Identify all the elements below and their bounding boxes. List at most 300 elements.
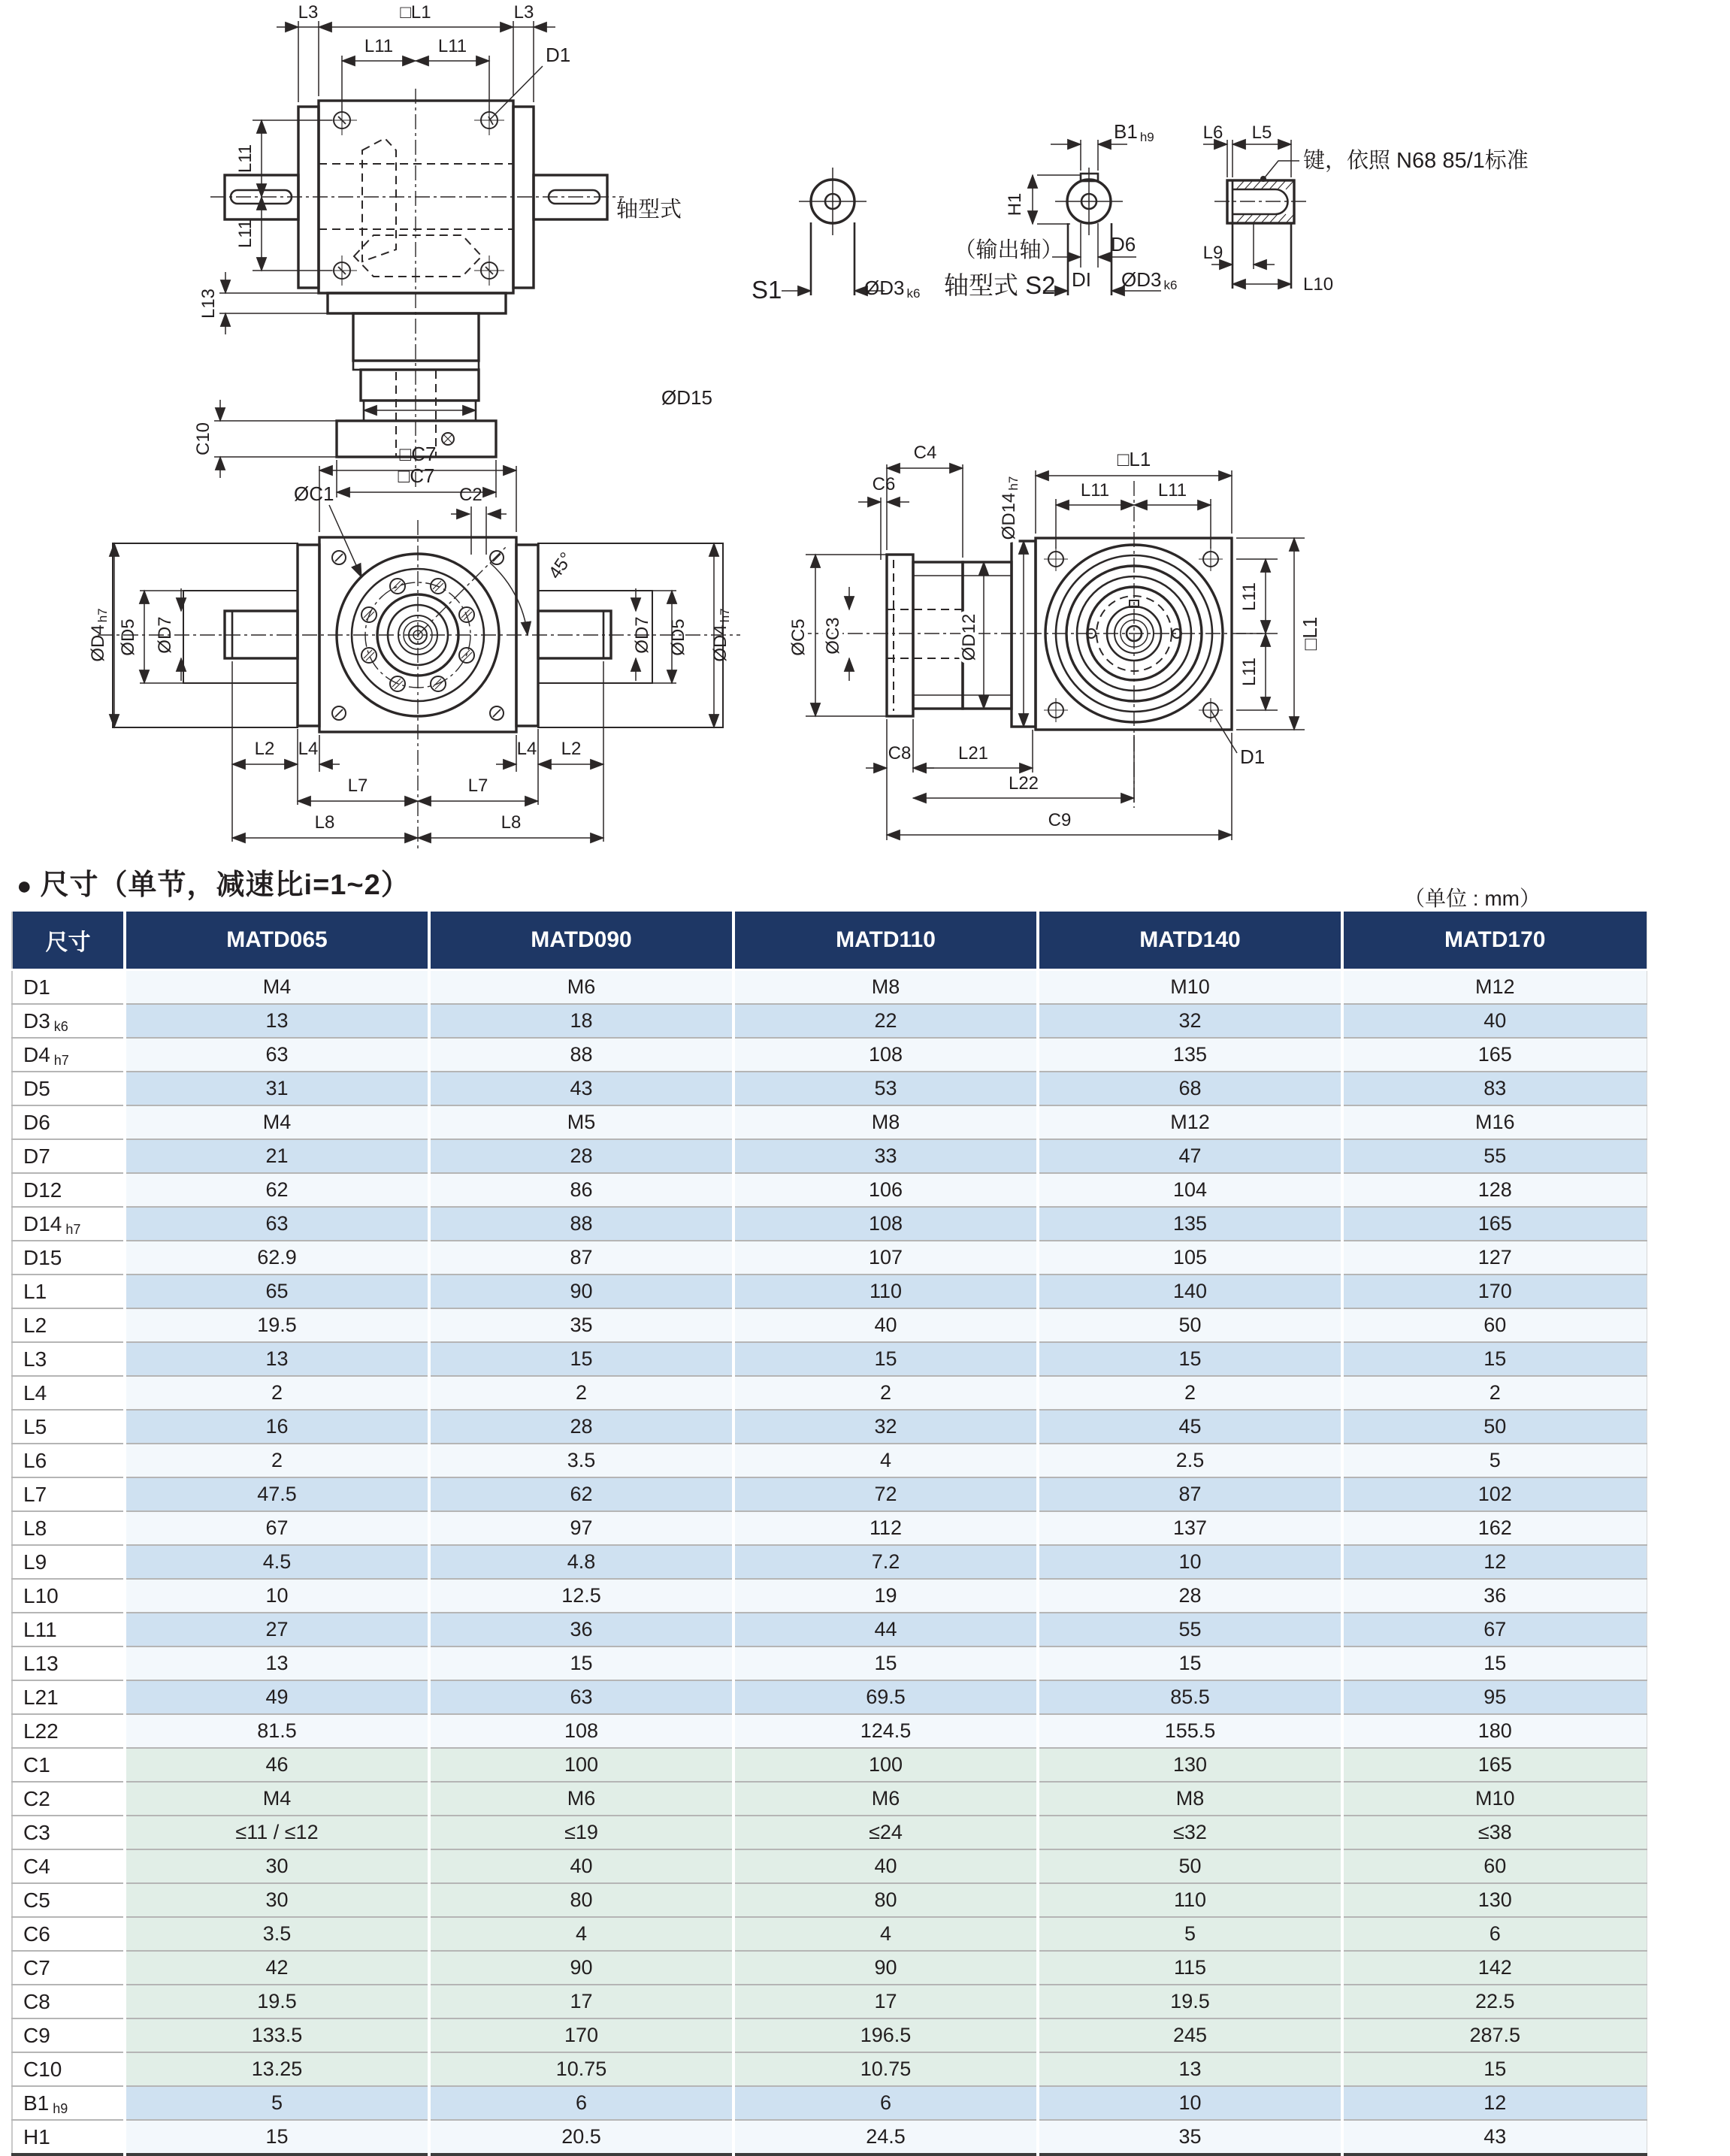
column-header-model: MATD110 — [733, 912, 1038, 970]
dim-cell: D3 k6 — [12, 1004, 125, 1038]
value-cell: 80 — [429, 1883, 733, 1917]
table-row — [12, 970, 1647, 1005]
dim-label: □L1 — [1117, 448, 1151, 470]
value-cell: ≤38 — [1342, 1816, 1647, 1849]
dim-label: L11 — [1157, 480, 1187, 500]
value-cell: 45 — [1038, 1410, 1342, 1444]
dim-cell: C7 — [12, 1951, 125, 1985]
value-cell: 20.5 — [429, 2120, 733, 2154]
column-header-model: MATD065 — [125, 912, 429, 970]
table-row — [12, 1207, 1647, 1241]
table-row — [12, 2086, 1647, 2120]
value-cell: 115 — [1038, 1951, 1342, 1985]
value-cell: 2 — [1038, 1376, 1342, 1410]
dim-cell: L22 — [12, 1714, 125, 1748]
dim-cell: C8 — [12, 1985, 125, 2018]
table-row — [12, 1782, 1647, 1816]
value-cell: 44 — [733, 1613, 1038, 1646]
value-cell: 100 — [429, 1748, 733, 1782]
value-cell: 90 — [429, 1951, 733, 1985]
dim-label: □L1 — [1299, 616, 1321, 651]
value-cell: 142 — [1342, 1951, 1647, 1985]
value-cell: 135 — [1038, 1038, 1342, 1072]
key-detail-drawing — [1203, 122, 1529, 295]
table-row — [12, 2018, 1647, 2052]
value-cell: 287.5 — [1342, 2018, 1647, 2052]
value-cell: 28 — [429, 1139, 733, 1173]
value-cell: 15 — [1038, 1342, 1342, 1376]
dim-cell: C1 — [12, 1748, 125, 1782]
dim-label: DI — [1072, 268, 1091, 291]
value-cell: 15 — [1038, 1646, 1342, 1680]
value-cell: 65 — [125, 1275, 429, 1308]
value-cell: 18 — [429, 1004, 733, 1038]
value-cell: 47 — [1038, 1139, 1342, 1173]
value-cell: 108 — [733, 1207, 1038, 1241]
value-cell: 19.5 — [125, 1308, 429, 1342]
value-cell: 19.5 — [125, 1985, 429, 2018]
dim-label: L13 — [198, 288, 219, 319]
table-row — [12, 1951, 1647, 1985]
dim-cell: C6 — [12, 1917, 125, 1951]
value-cell: M12 — [1038, 1105, 1342, 1139]
value-cell: M8 — [733, 970, 1038, 1005]
dim-label: L8 — [314, 812, 335, 833]
dim-cell: D15 — [12, 1241, 125, 1275]
value-cell: 40 — [429, 1849, 733, 1883]
dim-label: ØD15 — [661, 386, 712, 409]
s1-view-drawing — [752, 168, 920, 304]
value-cell: 62.9 — [125, 1241, 429, 1275]
value-cell: 13.25 — [125, 2052, 429, 2086]
dim-cell: L9 — [12, 1545, 125, 1579]
value-cell: 62 — [125, 1173, 429, 1207]
value-cell: 5 — [1038, 1917, 1342, 1951]
value-cell: 63 — [125, 1207, 429, 1241]
dim-cell: L13 — [12, 1646, 125, 1680]
value-cell: 165 — [1342, 1207, 1647, 1241]
value-cell: 2 — [125, 1376, 429, 1410]
value-cell: 2 — [1342, 1376, 1647, 1410]
value-cell: 60 — [1342, 1849, 1647, 1883]
value-cell: 24.5 — [733, 2120, 1038, 2154]
value-cell: 135 — [1038, 1207, 1342, 1241]
table-row — [12, 1275, 1647, 1308]
value-cell: 30 — [125, 1883, 429, 1917]
dim-label: ØD4h7 — [710, 608, 732, 662]
table-row — [12, 1342, 1647, 1376]
value-cell: 2 — [125, 1444, 429, 1477]
column-header-model: MATD170 — [1342, 912, 1647, 970]
dim-cell: H1 — [12, 2120, 125, 2154]
table-row — [12, 1004, 1647, 1038]
bullet-icon: ● — [17, 872, 33, 900]
dim-label: ØD12 — [959, 613, 979, 661]
dim-label: □C7 — [399, 443, 437, 465]
value-cell: 15 — [1342, 1342, 1647, 1376]
value-cell: 27 — [125, 1613, 429, 1646]
value-cell: 55 — [1342, 1139, 1647, 1173]
value-cell: 4 — [733, 1917, 1038, 1951]
value-cell: 46 — [125, 1748, 429, 1782]
value-cell: 10.75 — [429, 2052, 733, 2086]
dim-cell: C9 — [12, 2018, 125, 2052]
value-cell: 2 — [429, 1376, 733, 1410]
value-cell: 107 — [733, 1241, 1038, 1275]
value-cell: 137 — [1038, 1511, 1342, 1545]
dim-cell: L21 — [12, 1680, 125, 1714]
dim-label: L11 — [235, 144, 256, 174]
dim-label: L22 — [1008, 773, 1039, 794]
value-cell: M8 — [1038, 1782, 1342, 1816]
table-row — [12, 1038, 1647, 1072]
value-cell: 102 — [1342, 1477, 1647, 1511]
dim-cell: L10 — [12, 1579, 125, 1613]
value-cell: 7.2 — [733, 1545, 1038, 1579]
dim-cell: L1 — [12, 1275, 125, 1308]
value-cell: 43 — [1342, 2120, 1647, 2154]
dim-label: ØD3 k6 — [1121, 268, 1178, 292]
value-cell: M10 — [1038, 970, 1342, 1005]
unit-note: （单位 : mm） — [1404, 887, 1541, 910]
dim-label: □L1 — [400, 2, 431, 23]
dim-cell: L7 — [12, 1477, 125, 1511]
dim-label: L2 — [561, 739, 582, 759]
table-row — [12, 1477, 1647, 1511]
dim-label: ØD4h7 — [88, 608, 110, 662]
value-cell: 47.5 — [125, 1477, 429, 1511]
value-cell: 50 — [1038, 1308, 1342, 1342]
value-cell: 112 — [733, 1511, 1038, 1545]
value-cell: 90 — [429, 1275, 733, 1308]
value-cell: M4 — [125, 1105, 429, 1139]
value-cell: 32 — [733, 1410, 1038, 1444]
value-cell: 95 — [1342, 1680, 1647, 1714]
dim-label: L7 — [467, 776, 488, 796]
dim-label: H1 — [1005, 192, 1025, 216]
table-row — [12, 1545, 1647, 1579]
dim-cell: D12 — [12, 1173, 125, 1207]
dim-label: ØD3 k6 — [864, 277, 921, 301]
value-cell: 86 — [429, 1173, 733, 1207]
dim-label: C6 — [872, 474, 896, 494]
dim-label: L11 — [1080, 480, 1110, 500]
table-row — [12, 1985, 1647, 2018]
table-header-row — [12, 912, 1647, 970]
value-cell: 28 — [1038, 1579, 1342, 1613]
dim-label: □C7 — [398, 464, 435, 487]
table-row — [12, 1680, 1647, 1714]
value-cell: 10.75 — [733, 2052, 1038, 2086]
value-cell: 170 — [1342, 1275, 1647, 1308]
dim-label: L21 — [957, 743, 989, 764]
d1-callout-label: D1 — [1240, 745, 1266, 768]
value-cell: ≤11 / ≤12 — [125, 1816, 429, 1849]
value-cell: 15 — [733, 1342, 1038, 1376]
value-cell: 12 — [1342, 2086, 1647, 2120]
dim-cell: C3 — [12, 1816, 125, 1849]
value-cell: 12.5 — [429, 1579, 733, 1613]
value-cell: 127 — [1342, 1241, 1647, 1275]
dim-cell: D5 — [12, 1072, 125, 1105]
dim-label: L11 — [1239, 582, 1260, 612]
technical-drawings — [0, 0, 1730, 879]
value-cell: 10 — [125, 1579, 429, 1613]
dim-label: D6 — [1111, 233, 1136, 256]
dim-label: C9 — [1048, 810, 1072, 830]
dim-cell: L11 — [12, 1613, 125, 1646]
table-row — [12, 1511, 1647, 1545]
table-row — [12, 1714, 1647, 1748]
value-cell: 33 — [733, 1139, 1038, 1173]
value-cell: 35 — [1038, 2120, 1342, 2154]
value-cell: M4 — [125, 970, 429, 1005]
dim-label: L11 — [235, 219, 256, 249]
value-cell: 104 — [1038, 1173, 1342, 1207]
value-cell: 13 — [1038, 2052, 1342, 2086]
value-cell: M6 — [733, 1782, 1038, 1816]
value-cell: 87 — [429, 1241, 733, 1275]
value-cell: 2 — [733, 1376, 1038, 1410]
table-body — [12, 970, 1647, 2155]
dim-label: L8 — [501, 812, 522, 833]
value-cell: 55 — [1038, 1613, 1342, 1646]
table-row — [12, 1748, 1647, 1782]
value-cell: 19 — [733, 1579, 1038, 1613]
angle-label: 45° — [544, 549, 577, 583]
s1-label: S1 — [752, 276, 782, 304]
bottom-view-drawing — [88, 443, 740, 849]
dim-cell: C4 — [12, 1849, 125, 1883]
value-cell: 105 — [1038, 1241, 1342, 1275]
table-row — [12, 2052, 1647, 2086]
value-cell: 36 — [1342, 1579, 1647, 1613]
table-row — [12, 1308, 1647, 1342]
table-row — [12, 1241, 1647, 1275]
value-cell: 155.5 — [1038, 1714, 1342, 1748]
dim-cell: D7 — [12, 1139, 125, 1173]
value-cell: M6 — [429, 1782, 733, 1816]
value-cell: M6 — [429, 970, 733, 1005]
dim-label: B1 h9 — [1114, 120, 1154, 144]
dim-cell: L4 — [12, 1376, 125, 1410]
table-row — [12, 1376, 1647, 1410]
value-cell: 81.5 — [125, 1714, 429, 1748]
value-cell: 4.8 — [429, 1545, 733, 1579]
dim-label: ØD7 — [632, 616, 652, 654]
table-row — [12, 1139, 1647, 1173]
table-row — [12, 2120, 1647, 2154]
value-cell: 43 — [429, 1072, 733, 1105]
value-cell: ≤19 — [429, 1816, 733, 1849]
value-cell: 13 — [125, 1646, 429, 1680]
value-cell: 100 — [733, 1748, 1038, 1782]
value-cell: 10 — [1038, 1545, 1342, 1579]
value-cell: 10 — [1038, 2086, 1342, 2120]
value-cell: 16 — [125, 1410, 429, 1444]
value-cell: 19.5 — [1038, 1985, 1342, 2018]
value-cell: 87 — [1038, 1477, 1342, 1511]
d1-callout-label: D1 — [546, 44, 571, 66]
dim-cell: L5 — [12, 1410, 125, 1444]
table-row — [12, 1105, 1647, 1139]
value-cell: 13 — [125, 1004, 429, 1038]
value-cell: 108 — [733, 1038, 1038, 1072]
value-cell: 90 — [733, 1951, 1038, 1985]
value-cell: 3.5 — [125, 1917, 429, 1951]
value-cell: 50 — [1038, 1849, 1342, 1883]
table-row — [12, 1816, 1647, 1849]
value-cell: M4 — [125, 1782, 429, 1816]
dim-label: L4 — [298, 739, 319, 759]
value-cell: 6 — [733, 2086, 1038, 2120]
dim-cell: L3 — [12, 1342, 125, 1376]
dim-label: C10 — [193, 422, 213, 456]
value-cell: 42 — [125, 1951, 429, 1985]
value-cell: 133.5 — [125, 2018, 429, 2052]
output-shaft-note: （输出轴） — [954, 238, 1063, 262]
value-cell: 12 — [1342, 1545, 1647, 1579]
dim-cell: D1 — [12, 970, 125, 1005]
value-cell: ≤24 — [733, 1816, 1038, 1849]
table-row — [12, 1072, 1647, 1105]
dim-label: ØD7 — [155, 616, 175, 654]
value-cell: 15 — [125, 2120, 429, 2154]
value-cell: 17 — [429, 1985, 733, 2018]
value-cell: 36 — [429, 1613, 733, 1646]
dim-label: ØD5 — [668, 618, 688, 656]
value-cell: 2.5 — [1038, 1444, 1342, 1477]
value-cell: 13 — [125, 1342, 429, 1376]
value-cell: 49 — [125, 1680, 429, 1714]
value-cell: 35 — [429, 1308, 733, 1342]
value-cell: 50 — [1342, 1410, 1647, 1444]
value-cell: 62 — [429, 1477, 733, 1511]
dim-cell: C10 — [12, 2052, 125, 2086]
value-cell: 32 — [1038, 1004, 1342, 1038]
dim-label: ØC5 — [788, 618, 809, 656]
value-cell: M10 — [1342, 1782, 1647, 1816]
value-cell: 63 — [429, 1680, 733, 1714]
table-row — [12, 1849, 1647, 1883]
dim-label: ØD14h7 — [999, 476, 1021, 540]
table-row — [12, 1646, 1647, 1680]
value-cell: 165 — [1342, 1038, 1647, 1072]
table-row — [12, 1883, 1647, 1917]
value-cell: 72 — [733, 1477, 1038, 1511]
dim-label: C2 — [459, 485, 482, 505]
dim-cell: L8 — [12, 1511, 125, 1545]
column-header-dim: 尺寸 — [12, 912, 125, 970]
shaft-type-label: 轴型式 — [616, 198, 682, 222]
dim-label: L10 — [1303, 274, 1334, 295]
value-cell: 31 — [125, 1072, 429, 1105]
dim-label: L5 — [1251, 122, 1272, 143]
dim-label: C4 — [913, 443, 937, 463]
value-cell: 196.5 — [733, 2018, 1038, 2052]
value-cell: M5 — [429, 1105, 733, 1139]
value-cell: 108 — [429, 1714, 733, 1748]
value-cell: 6 — [429, 2086, 733, 2120]
value-cell: 40 — [733, 1849, 1038, 1883]
value-cell: 162 — [1342, 1511, 1647, 1545]
dim-label: L11 — [1239, 657, 1260, 687]
table-row — [12, 1410, 1647, 1444]
value-cell: M8 — [733, 1105, 1038, 1139]
value-cell: 30 — [125, 1849, 429, 1883]
value-cell: 85.5 — [1038, 1680, 1342, 1714]
dimension-table — [11, 912, 1646, 2156]
value-cell: 28 — [429, 1410, 733, 1444]
value-cell: 15 — [733, 1646, 1038, 1680]
value-cell: 3.5 — [429, 1444, 733, 1477]
dim-label: L7 — [347, 776, 368, 796]
value-cell: 165 — [1342, 1748, 1647, 1782]
table-row — [12, 1444, 1647, 1477]
dim-cell: D14 h7 — [12, 1207, 125, 1241]
value-cell: 130 — [1342, 1883, 1647, 1917]
table-row — [12, 1917, 1647, 1951]
value-cell: 88 — [429, 1207, 733, 1241]
dim-label: C8 — [888, 743, 912, 764]
column-header-model: MATD140 — [1038, 912, 1342, 970]
value-cell: 22 — [733, 1004, 1038, 1038]
value-cell: 67 — [1342, 1613, 1647, 1646]
value-cell: 180 — [1342, 1714, 1647, 1748]
value-cell: 245 — [1038, 2018, 1342, 2052]
dim-label: L2 — [254, 739, 275, 759]
value-cell: 4 — [733, 1444, 1038, 1477]
value-cell: 15 — [429, 1342, 733, 1376]
dim-label: L6 — [1202, 122, 1223, 143]
value-cell: 83 — [1342, 1072, 1647, 1105]
value-cell: 63 — [125, 1038, 429, 1072]
dim-label: ØD5 — [118, 618, 138, 656]
key-standard-note: 键，依照 N68 85/1标准 — [1303, 149, 1529, 173]
dim-cell: L6 — [12, 1444, 125, 1477]
table-row — [12, 1173, 1647, 1207]
dim-cell: C2 — [12, 1782, 125, 1816]
value-cell: 4 — [429, 1917, 733, 1951]
dim-label: L11 — [437, 36, 467, 56]
s2-label: 轴型式 S2 — [944, 271, 1056, 299]
value-cell: 6 — [1342, 1917, 1647, 1951]
value-cell: 60 — [1342, 1308, 1647, 1342]
value-cell: 110 — [1038, 1883, 1342, 1917]
value-cell: 15 — [1342, 2052, 1647, 2086]
value-cell: 5 — [1342, 1444, 1647, 1477]
value-cell: 80 — [733, 1883, 1038, 1917]
dim-cell: L2 — [12, 1308, 125, 1342]
value-cell: 69.5 — [733, 1680, 1038, 1714]
value-cell: ≤32 — [1038, 1816, 1342, 1849]
dim-label: ØC3 — [823, 617, 843, 655]
value-cell: 140 — [1038, 1275, 1342, 1308]
value-cell: 22.5 — [1342, 1985, 1647, 2018]
value-cell: 15 — [1342, 1646, 1647, 1680]
section-title-row — [17, 861, 1713, 910]
dim-cell: D4 h7 — [12, 1038, 125, 1072]
dim-label: L4 — [516, 739, 537, 759]
value-cell: 40 — [1342, 1004, 1647, 1038]
value-cell: 68 — [1038, 1072, 1342, 1105]
value-cell: 5 — [125, 2086, 429, 2120]
value-cell: 88 — [429, 1038, 733, 1072]
dim-cell: D6 — [12, 1105, 125, 1139]
dim-label: ØC1 — [294, 482, 334, 505]
value-cell: 124.5 — [733, 1714, 1038, 1748]
column-header-model: MATD090 — [429, 912, 733, 970]
